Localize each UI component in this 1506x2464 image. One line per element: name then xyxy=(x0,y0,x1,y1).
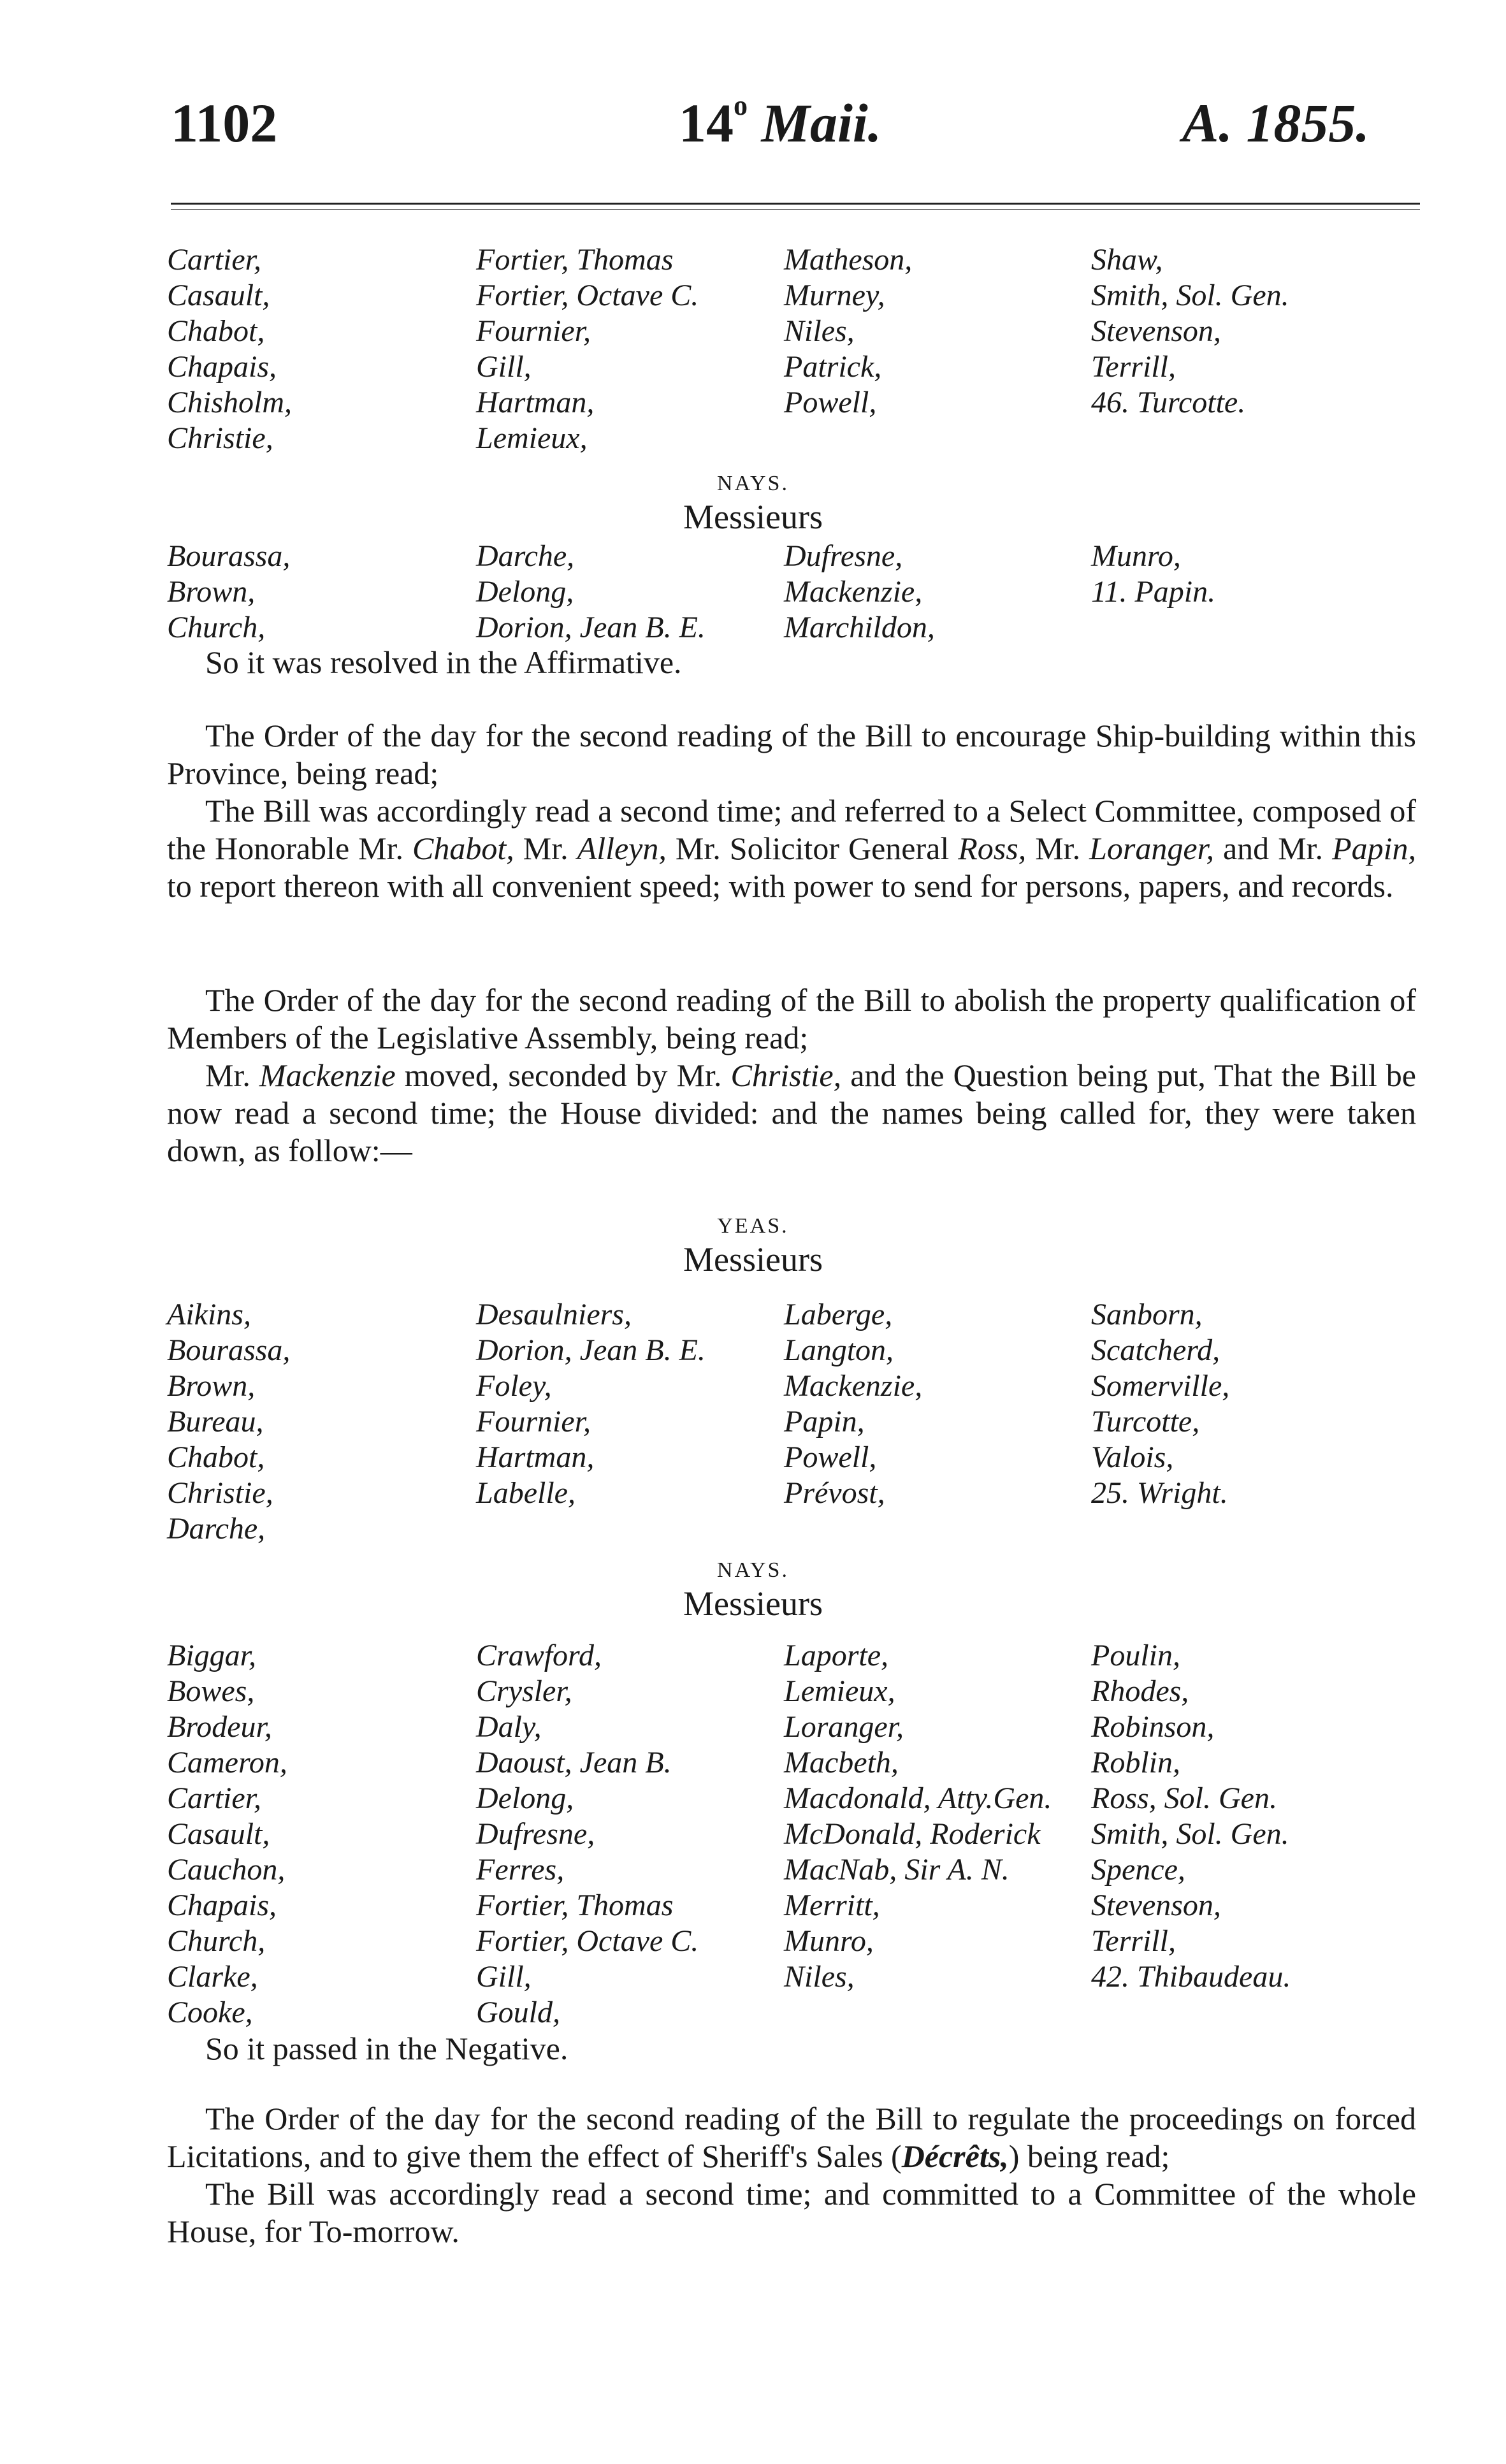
name-row xyxy=(167,242,1416,278)
member-name: Gill, xyxy=(476,350,532,384)
member-name: Cooke, xyxy=(167,1996,253,2029)
header-rule xyxy=(171,203,1420,205)
member-name: MacNab, Sir A. N. xyxy=(784,1853,1010,1887)
member-name: Gill, xyxy=(476,1960,532,1994)
vote1-nays-messieurs: Messieurs xyxy=(683,498,823,536)
member-name: Chabot, xyxy=(167,314,265,348)
page-year: A. 1855. xyxy=(1182,92,1370,154)
member-name: Ferres, xyxy=(476,1853,565,1887)
member-name: Christie, xyxy=(167,1476,273,1510)
member-name: Stevenson, xyxy=(1091,314,1221,348)
member-name: Aikins, xyxy=(167,1298,251,1331)
page-date xyxy=(679,90,882,154)
member-name: Terrill, xyxy=(1091,350,1176,384)
member-name: Fournier, xyxy=(476,314,591,348)
member-name: Daly, xyxy=(476,1710,542,1744)
order-shipbuilding-line: The Order of the day for the second reading of the Bill to encourage Ship-building within this Province, being read; xyxy=(167,718,1416,791)
date-superscript: o xyxy=(734,90,748,121)
name-row xyxy=(167,1709,1416,1745)
member-name: Dorion, Jean B. E. xyxy=(476,1333,706,1367)
member-name: Patrick, xyxy=(784,350,882,384)
member-name: Niles, xyxy=(784,1960,855,1994)
name-row xyxy=(167,421,1416,456)
member-name: Mackenzie, xyxy=(784,1369,923,1403)
member-name: Church, xyxy=(167,1924,266,1958)
vote1-yeas-list xyxy=(167,242,1416,456)
member-name: Brown, xyxy=(167,1369,256,1403)
member-name: Foley, xyxy=(476,1369,552,1403)
member-name: Cauchon, xyxy=(167,1853,286,1887)
order-licitations-line: The Order of the day for the second reading of the Bill to regulate the proceedings on forced Licitations, and to give them the effect of Sheriff's Sales (Décrêts,) being read; xyxy=(167,2101,1416,2174)
member-name: Fortier, Thomas xyxy=(476,243,674,277)
name-row xyxy=(167,1888,1416,1924)
member-name: Gould, xyxy=(476,1996,560,2029)
member-name: Fortier, Thomas xyxy=(476,1888,674,1922)
member-name: Dufresne, xyxy=(476,1817,595,1851)
member-name: Fortier, Octave C. xyxy=(476,1924,699,1958)
name-row xyxy=(167,1404,1416,1440)
member-name: Valois, xyxy=(1091,1440,1174,1474)
vote1-nays-heading: NAYS. xyxy=(717,472,789,495)
member-name: Fortier, Octave C. xyxy=(476,279,699,312)
member-name: Matheson, xyxy=(784,243,913,277)
member-name: Church, xyxy=(167,611,266,644)
member-name: Bourassa, xyxy=(167,1333,291,1367)
member-name: Langton, xyxy=(784,1333,894,1367)
member-name: Roblin, xyxy=(1091,1746,1180,1779)
member-name: Delong, xyxy=(476,575,574,609)
order-shipbuilding xyxy=(167,717,1416,905)
vote2-nays-messieurs: Messieurs xyxy=(683,1584,823,1623)
name-row xyxy=(167,574,1416,610)
member-name: Cartier, xyxy=(167,243,262,277)
name-row xyxy=(167,1995,1416,2031)
member-name: 46. Turcotte. xyxy=(1091,386,1246,419)
vote1-result: So it was resolved in the Affirmative. xyxy=(205,644,682,680)
member-name: 11. Papin. xyxy=(1091,575,1216,609)
order-shipbuilding-referral: The Bill was accordingly read a second time; and referred to a Select Committee, composed of the Honorable Mr. Chabot, Mr. Alleyn, Mr. Solicitor General Ross, Mr. Loranger, and Mr. Papin, to report thereon with all convenient speed; with power to send for persons, papers, and records. xyxy=(167,793,1416,904)
member-name: Spence, xyxy=(1091,1853,1185,1887)
member-name: Macbeth, xyxy=(784,1746,899,1779)
name-row xyxy=(167,314,1416,349)
member-name: Casault, xyxy=(167,279,270,312)
member-name: Casault, xyxy=(167,1817,270,1851)
name-row xyxy=(167,349,1416,385)
member-name: Prévost, xyxy=(784,1476,885,1510)
name-row xyxy=(167,1959,1416,1995)
vote2-yeas-list xyxy=(167,1297,1416,1547)
name-row xyxy=(167,1745,1416,1781)
member-name: Ross, Sol. Gen. xyxy=(1091,1781,1277,1815)
vote2-nays-list xyxy=(167,1638,1416,2031)
member-name: Scatcherd, xyxy=(1091,1333,1220,1367)
order-property-motion: Mr. Mackenzie moved, seconded by Mr. Christie, and the Question being put, That the Bill be now read a second time; the House divided: and the names being called for, they were taken down, as follow:— xyxy=(167,1057,1416,1168)
member-name: Chapais, xyxy=(167,1888,277,1922)
member-name: Darche, xyxy=(476,539,575,573)
member-name: Merritt, xyxy=(784,1888,880,1922)
member-name: Dorion, Jean B. E. xyxy=(476,611,706,644)
member-name: Clarke, xyxy=(167,1960,258,1994)
member-name: Powell, xyxy=(784,386,877,419)
vote2-yeas-heading: YEAS. xyxy=(717,1214,789,1238)
member-name: Hartman, xyxy=(476,1440,595,1474)
name-row xyxy=(167,1333,1416,1368)
member-name: Rhodes, xyxy=(1091,1674,1189,1708)
vote2-yeas-messieurs: Messieurs xyxy=(683,1240,823,1279)
member-name: Crysler, xyxy=(476,1674,572,1708)
name-row xyxy=(167,1638,1416,1674)
member-name: Brown, xyxy=(167,575,256,609)
member-name: Munro, xyxy=(1091,539,1181,573)
member-name: Crawford, xyxy=(476,1639,602,1672)
member-name: Hartman, xyxy=(476,386,595,419)
name-row xyxy=(167,1852,1416,1888)
name-row xyxy=(167,1924,1416,1959)
member-name: Terrill, xyxy=(1091,1924,1176,1958)
name-row xyxy=(167,1440,1416,1475)
member-name: Bowes, xyxy=(167,1674,255,1708)
member-name: Lemieux, xyxy=(784,1674,895,1708)
member-name: Christie, xyxy=(167,421,273,455)
member-name: McDonald, Roderick xyxy=(784,1817,1041,1851)
member-name: Stevenson, xyxy=(1091,1888,1221,1922)
vote2-result: So it passed in the Negative. xyxy=(205,2031,568,2066)
date-number: 14 xyxy=(679,92,734,154)
member-name: Powell, xyxy=(784,1440,877,1474)
order-property-line: The Order of the day for the second reading of the Bill to abolish the property qualification of Members of the Legislative Assembly, being read; xyxy=(167,982,1416,1055)
member-name: Bourassa, xyxy=(167,539,291,573)
name-row xyxy=(167,1297,1416,1333)
member-name: Bureau, xyxy=(167,1405,264,1439)
name-row xyxy=(167,1368,1416,1404)
member-name: Mackenzie, xyxy=(784,575,923,609)
member-name: Turcotte, xyxy=(1091,1405,1200,1439)
vote2-nays-heading: NAYS. xyxy=(717,1558,789,1582)
name-row xyxy=(167,1511,1416,1547)
member-name: Cameron, xyxy=(167,1746,287,1779)
member-name: Smith, Sol. Gen. xyxy=(1091,279,1289,312)
member-name: Somerville, xyxy=(1091,1369,1230,1403)
name-row xyxy=(167,610,1416,646)
name-row xyxy=(167,1816,1416,1852)
member-name: Loranger, xyxy=(784,1710,904,1744)
member-name: Cartier, xyxy=(167,1781,262,1815)
member-name: Papin, xyxy=(784,1405,865,1439)
member-name: Marchildon, xyxy=(784,611,935,644)
date-word: Maii. xyxy=(761,92,882,154)
member-name: 25. Wright. xyxy=(1091,1476,1228,1510)
vote1-nays-list xyxy=(167,539,1416,646)
name-row xyxy=(167,1674,1416,1709)
name-row xyxy=(167,385,1416,421)
member-name: 42. Thibaudeau. xyxy=(1091,1960,1291,1994)
order-property-qualification xyxy=(167,982,1416,1170)
member-name: Dufresne, xyxy=(784,539,903,573)
member-name: Desaulniers, xyxy=(476,1298,632,1331)
member-name: Chapais, xyxy=(167,350,277,384)
member-name: Brodeur, xyxy=(167,1710,272,1744)
member-name: Biggar, xyxy=(167,1639,257,1672)
order-forced-licitations xyxy=(167,2100,1416,2250)
order-licitations-committed: The Bill was accordingly read a second time; and committed to a Committee of the whole House, for To-morrow. xyxy=(167,2176,1416,2249)
member-name: Niles, xyxy=(784,314,855,348)
member-name: Chabot, xyxy=(167,1440,265,1474)
member-name: Sanborn, xyxy=(1091,1298,1203,1331)
member-name: Chisholm, xyxy=(167,386,293,419)
name-row xyxy=(167,539,1416,574)
member-name: Smith, Sol. Gen. xyxy=(1091,1817,1289,1851)
header-rule-thin xyxy=(171,209,1420,210)
page-number: 1102 xyxy=(171,92,278,154)
member-name: Labelle, xyxy=(476,1476,576,1510)
member-name: Murney, xyxy=(784,279,885,312)
member-name: Shaw, xyxy=(1091,243,1163,277)
member-name: Darche, xyxy=(167,1512,266,1546)
member-name: Robinson, xyxy=(1091,1710,1215,1744)
member-name: Macdonald, Atty.Gen. xyxy=(784,1781,1052,1815)
member-name: Daoust, Jean B. xyxy=(476,1746,672,1779)
member-name: Laberge, xyxy=(784,1298,893,1331)
member-name: Fournier, xyxy=(476,1405,591,1439)
member-name: Poulin, xyxy=(1091,1639,1180,1672)
name-row xyxy=(167,1781,1416,1816)
member-name: Munro, xyxy=(784,1924,874,1958)
member-name: Delong, xyxy=(476,1781,574,1815)
member-name: Laporte, xyxy=(784,1639,889,1672)
member-name: Lemieux, xyxy=(476,421,588,455)
name-row xyxy=(167,278,1416,314)
name-row xyxy=(167,1475,1416,1511)
